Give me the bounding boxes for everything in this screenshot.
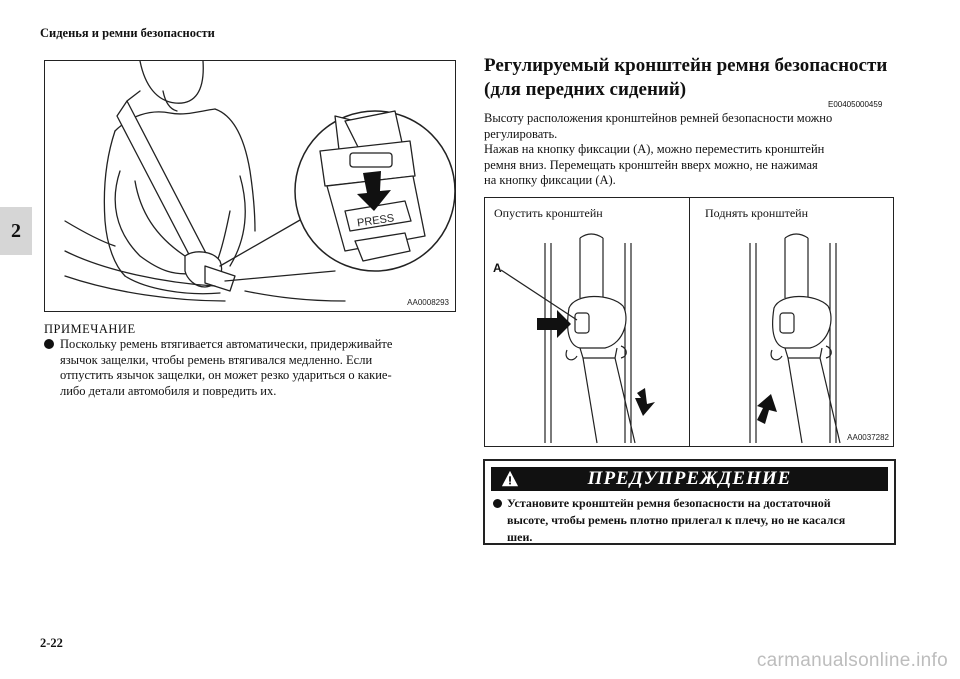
note-line: Поскольку ремень втягивается автоматически, придерживайте xyxy=(60,337,393,351)
body-line: ремня вниз. Перемещать кронштейн вверх можно, не нажимая xyxy=(484,157,818,172)
label-a: A xyxy=(493,261,502,275)
warning-triangle-icon xyxy=(501,470,519,488)
anchor-illustration xyxy=(485,198,893,446)
seatbelt-buckle-figure xyxy=(44,60,456,312)
seatbelt-buckle-illustration xyxy=(45,61,455,311)
warning-text xyxy=(507,495,882,546)
watermark: carmanualsonline.info xyxy=(756,650,948,671)
bullet-icon xyxy=(44,339,54,349)
warning-line: Установите кронштейн ремня безопасности на достаточной xyxy=(507,496,831,510)
warning-line: шеи. xyxy=(507,530,533,544)
body-line: на кнопку фиксации (A). xyxy=(484,173,616,187)
note-line: отпустить язычок защелки, он может резко удариться о какие- xyxy=(60,368,392,382)
page-number: 2-22 xyxy=(40,636,63,650)
body-line: Высоту расположения кронштейнов ремней безопасности можно xyxy=(484,111,833,125)
section-code: E00405000459 xyxy=(828,100,883,109)
note-heading: ПРИМЕЧАНИЕ xyxy=(44,322,136,336)
note-line: язычок защелки, чтобы ремень втягивался медленно. Если xyxy=(60,352,373,367)
section-title-line: (для передних сидений) xyxy=(484,79,687,100)
section-body xyxy=(484,111,894,189)
warning-title: ПРЕДУПРЕЖДЕНИЕ xyxy=(587,468,792,489)
page-header-title: Сиденья и ремни безопасности xyxy=(40,26,215,40)
warning-header xyxy=(491,467,888,491)
note-line: либо детали автомобиля и повредить их. xyxy=(60,383,277,398)
figure-code: AA0008293 xyxy=(407,298,449,307)
warning-box xyxy=(483,459,896,545)
body-line: Нажав на кнопку фиксации (A), можно переместить кронштейн xyxy=(484,142,825,156)
section-title-line: Регулируемый кронштейн ремня безопасности xyxy=(484,55,888,76)
caption-raise-anchor: Поднять кронштейн xyxy=(705,206,808,220)
warning-line: высоте, чтобы ремень плотно прилегал к плечу, но не касался xyxy=(507,513,846,527)
figure-code: AA0037282 xyxy=(847,433,889,442)
caption-lower-anchor: Опустить кронштейн xyxy=(494,206,603,220)
section-title xyxy=(484,54,904,102)
note-item xyxy=(44,337,454,399)
chapter-tab: 2 xyxy=(0,207,32,255)
adjustable-anchor-figure xyxy=(484,197,894,447)
press-button-text: PRESS xyxy=(356,212,395,230)
bullet-icon xyxy=(493,499,502,508)
body-line: регулировать. xyxy=(484,126,558,141)
